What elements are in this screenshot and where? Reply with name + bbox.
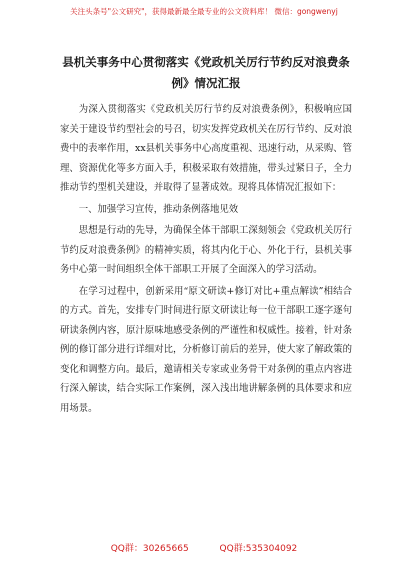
footer-contact [0, 541, 408, 554]
section-heading-1: 一、加强学习宣传，推动条例落地见效 [78, 203, 239, 215]
title-line-1: 县机关事务中心贯彻落实《党政机关厉行节约反对浪费条 [62, 55, 350, 69]
paragraph-2: 思想是行动的先导，为确保全体干部职工深刻领会《党政机关厉行节约反对浪费条例》的精神实质，将其内化于心、外化于行，县机关事务中心第一时间组织全体干部职工开展了全面深入的学习活动。 [60, 225, 352, 275]
paragraph-3: 在学习过程中，创新采用“原文研读+修订对比+重点解读”相结合的方式。首先，安排专门时间进行原文研读让每一位干部职工逐字逐句研读条例内容，原汁原味地感受条例的严谨性和权威性。接着，针对条例的修订部分进行详细对比，分析修订前后的差异，使大家了解政策的变化和调整方向。最后，邀请相关专家或业务骨干对条例的重点内容进行深入解读，结合实际工作案例，深入浅出地讲解条例的具体要求和应用场景。 [60, 285, 352, 414]
title-line-2: 例》情况汇报 [171, 76, 241, 90]
footer-qq-group-1: QQ群：30265665 [110, 544, 189, 554]
header-banner: 关注头条号"公文研究"，获得最新最全最专业的公文资料库！ 微信：gongwenyj [70, 7, 338, 16]
document-body [60, 52, 352, 418]
document-title [60, 52, 352, 94]
footer-qq-group-2: QQ群:535304092 [219, 544, 298, 554]
intro-paragraph: 为深入贯彻落实《党政机关厉行节约反对浪费条例》，积极响应国家关于建设节约型社会的号召，切实发挥党政机关在厉行节约、反对浪费中的表率作用，xx县机关事务中心高度重视、迅速行动，从采购、管理、资源优化等多方面入手，积极采取有效措施，带头过紧日子，全力推动节约型机关建设，并取得了显著成效。现将具体情况汇报如下： [60, 104, 352, 193]
